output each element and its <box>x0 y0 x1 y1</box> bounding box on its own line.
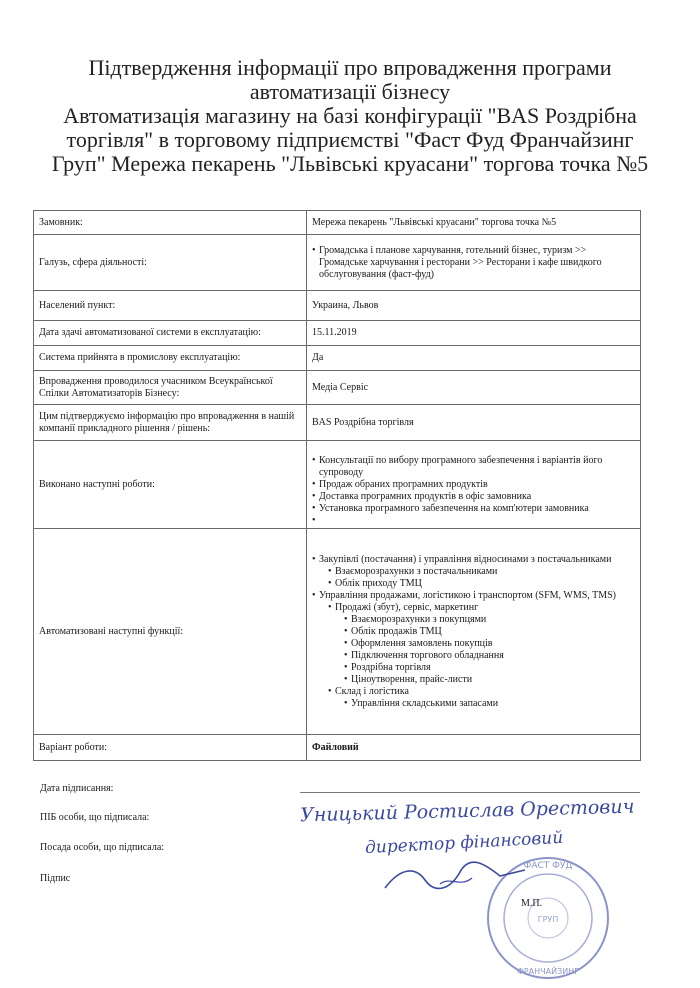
svg-text:ФАСТ ФУД: ФАСТ ФУД <box>523 861 573 871</box>
table-row <box>34 405 641 441</box>
title-line-1: Підтвердження інформації про впровадження програми <box>88 55 612 80</box>
functions-label: Автоматизовані наступні функції: <box>34 529 307 735</box>
table-row <box>34 235 641 291</box>
list-item: • Облік приходу ТМЦ <box>328 578 635 590</box>
locality-label: Населений пункт: <box>34 291 307 321</box>
signature-label: Підпис <box>40 873 71 884</box>
stamp-place-label: М.П. <box>521 898 543 909</box>
locality-value: Украина, Львов <box>307 291 641 321</box>
table-row <box>34 346 641 371</box>
list-item: • Взаєморозрахунки з покупцями <box>344 614 635 626</box>
functions-value <box>307 529 641 735</box>
list-item: • Консультації по вибору програмного забезпечення і варіантів його супроводу <box>312 455 635 479</box>
customer-value: Мережа пекарень "Львівські круасани" торгова точка №5 <box>307 211 641 235</box>
table-row <box>34 529 641 735</box>
industry-value <box>307 235 641 291</box>
customer-label: Замовник: <box>34 211 307 235</box>
signer-position-handwritten: директор фінансовий <box>364 827 564 859</box>
table-row <box>34 211 641 235</box>
signer-name-handwritten: Уницький Ростислав Орестович <box>299 795 635 827</box>
title-line-5: Груп" Мережа пекарень "Львівські круасани" торгова точка №5 <box>51 151 649 176</box>
info-table <box>33 210 641 761</box>
accepted-label: Система прийнята в промислову експлуатацію: <box>34 346 307 371</box>
solution-label: Цим підтверджуємо інформацію про впровадження в нашій компанії прикладного рішення / рішень: <box>34 405 307 441</box>
works-label: Виконано наступні роботи: <box>34 441 307 529</box>
signer-position-label: Посада особи, що підписала: <box>40 842 165 853</box>
list-item: • Продажі (збут), сервіс, маркетинг • Взаєморозрахунки з покупцями • Облік продажів ТМЦ • Оформлення замовлень покупців • Підключення торгового обладнання • Роздрібна торгівля • Ціноутворення, прайс-листи <box>328 602 635 686</box>
industry-label: Галузь, сфера діяльності: <box>34 235 307 291</box>
list-item: • Підключення торгового обладнання <box>344 650 635 662</box>
document-title <box>40 56 660 176</box>
list-item: • Оформлення замовлень покупців <box>344 638 635 650</box>
accepted-value: Да <box>307 346 641 371</box>
list-item: • Закупівлі (постачання) і управління відносинами з постачальниками • Взаєморозрахунки з постачальниками • Облік приходу ТМЦ <box>312 554 635 590</box>
table-row <box>34 441 641 529</box>
list-item: • Управління продажами, логістикою і транспортом (SFM, WMS, TMS) • Продажі (збут), сервіс, маркетинг • Взаєморозрахунки з покупцями • Облік продажів ТМЦ • Оформлення замовлень покупців • Підключення торгового обладнання • Роздрібна торгівля • Ціноутворення, прайс-листи • Склад і логістика • Управління складськими запасами <box>312 590 635 710</box>
list-item: • Взаєморозрахунки з постачальниками <box>328 566 635 578</box>
table-row <box>34 735 641 761</box>
list-item: • Управління складськими запасами <box>344 698 635 710</box>
list-item: • Продаж обраних програмних продуктів <box>312 479 635 491</box>
signing-date-line <box>300 792 640 793</box>
table-row <box>34 371 641 405</box>
table-row <box>34 321 641 346</box>
list-item: • Установка програмного забезпечення на комп'ютери замовника <box>312 503 635 515</box>
works-value <box>307 441 641 529</box>
title-line-2: автоматизації бізнесу <box>249 79 451 104</box>
handwritten-signature-icon <box>380 858 530 898</box>
list-item: • Роздрібна торгівля <box>344 662 635 674</box>
solution-value: BAS Роздрібна торгівля <box>307 405 641 441</box>
title-line-3: Автоматизація магазину на базі конфігурації "BAS Роздрібна <box>63 103 637 128</box>
implementer-value: Медіа Сервіс <box>307 371 641 405</box>
title-line-4: торгівля" в торговому підприємстві "Фаст Фуд Франчайзинг <box>66 127 634 152</box>
implementer-label: Впровадження проводилося учасником Всеукраїнської Спілки Автоматизаторів Бізнесу: <box>34 371 307 405</box>
list-item: • Облік продажів ТМЦ <box>344 626 635 638</box>
list-item: • Ціноутворення, прайс-листи <box>344 674 635 686</box>
mode-label: Варіант роботи: <box>34 735 307 761</box>
signer-name-label: ПІБ особи, що підписала: <box>40 812 150 823</box>
list-item: • Громадська і планове харчування, готельний бізнес, туризм >> Громадське харчування і ресторани >> Ресторани і кафе швидкого обслуговування (фаст-фуд) <box>312 245 635 281</box>
date-value: 15.11.2019 <box>307 321 641 346</box>
list-item: • Доставка програмних продуктів в офіс замовника <box>312 491 635 503</box>
mode-value: Файловий <box>307 735 641 761</box>
svg-text:ГРУП: ГРУП <box>537 915 559 924</box>
svg-text:ФРАНЧАЙЗИНГ: ФРАНЧАЙЗИНГ <box>516 967 580 976</box>
list-item: • Склад і логістика • Управління складськими запасами <box>328 686 635 710</box>
date-label: Дата здачі автоматизованої системи в експлуатацію: <box>34 321 307 346</box>
signing-date-label: Дата підписання: <box>40 783 114 794</box>
table-row <box>34 291 641 321</box>
